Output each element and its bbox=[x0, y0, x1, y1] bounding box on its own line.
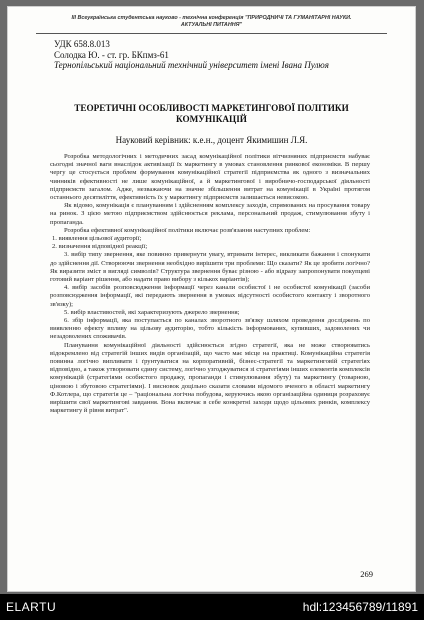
list-item: 1. виявлення цільової аудиторії; bbox=[52, 235, 142, 243]
header-line-2: АКТУАЛЬНІ ПИТАННЯ" bbox=[180, 21, 243, 28]
list-item: 2. визначення відповідної реакції; bbox=[52, 243, 148, 251]
title-line-1: ТЕОРЕТИЧНІ ОСОБЛИВОСТІ МАРКЕТИНГОВОЇ ПОЛІТИКИ bbox=[74, 103, 349, 113]
udk-code: УДК 658.8.013 bbox=[54, 39, 110, 49]
author-line: Солодка Ю. - ст. гр. БКпмз-61 bbox=[54, 49, 169, 60]
list-item: 6. збір інформації, яка поступається по каналах зворотного зв'язку шляхом проведення досліджень по виявленню ефекту впливу на цільову аудиторію, тобто кількість інформованих, купивших, задоволених чи незадоволених споживачів. bbox=[50, 317, 370, 341]
header-divider bbox=[36, 33, 387, 34]
conference-header bbox=[36, 15, 387, 29]
list-item: 5. вибір властивостей, які характеризують джерело звернення; bbox=[64, 308, 240, 316]
list-item: 4. вибір засобів розповсюдження інформації через канали особистої і не особистої комунікації (засоби розповсюдження інформації, які передають звернення в умовах відсутності особистого контакту і зворотного зв'язку); bbox=[50, 284, 370, 308]
institution: Тернопільський національний технічний університет імені Івана Пулюя bbox=[54, 60, 329, 70]
list-item: 3. вибір типу звернення, яке повинно привернути увагу, втримати інтерес, викликати бажання і спонукати до здійснення дії. Створюючи звернення необхідно вирішити три проблеми: Що сказати? Як це зробити логічно? Як виразити зміст в вигляді символів? Структура звернення буває різною - або відразу запропонувати покупцеві готовий варіант рішення, або надати право вибору з кількох варіантів); bbox=[50, 251, 370, 284]
title-line-2: КОМУНІКАЦІЙ bbox=[176, 114, 247, 124]
article-meta bbox=[54, 39, 329, 71]
article-body bbox=[50, 153, 370, 416]
article-title bbox=[48, 103, 375, 125]
header-line-1: III Всеукраїнська студентська науково - технічна конференція "ПРИРОДНИЧІ ТА ГУМАНІТАРНІ НАУКИ. bbox=[71, 15, 352, 21]
supervisor-line: Науковий керівник: к.е.н., доцент Якимишин Л.Я. bbox=[115, 135, 308, 145]
page-number: 269 bbox=[360, 569, 373, 579]
repository-label: ELARTU bbox=[6, 600, 57, 614]
footer-bar bbox=[0, 594, 424, 620]
paragraph: Планування комунікаційної діяльності здійснюється згідно стратегії, яка не може створюватись відокремлено від стратегій інших видів організацій, що часто має місце на практиці. Комунікаційна стратегія повинна логічно випливати і ґрунтуватися на корпоративній, бізнес-стратегії та маркетинговій стратегіях відповідно, а також утворювати єдину систему, логічно узгоджуватися зі стратегіями інших елементів комплексів комунікацій (стратегіями особистого продажу, пропаганди і стимулювання збуту) та маркетингу (товарною, ціновою і збутовою стратегіями). І висновок доцільно сказати словами відомого вченого в області маркетингу Ф.Котлера, що стратегія це – "раціональна логічна побудова, керуючись якою організаційна одиниця розраховує вирішити свої маркетингові завдання. Вона включає в себе конкретні заходи щодо цільових ринків, комплексу маркетингу й рівня витрат". bbox=[50, 341, 370, 415]
document-page bbox=[7, 6, 416, 592]
paragraph: Розробка ефективної комунікаційної політики включає розв'язання наступних проблем: bbox=[64, 226, 311, 234]
handle-label: hdl:123456789/11891 bbox=[302, 600, 418, 614]
paragraph: Як відомо, комунікація є плануванням і здійсненням комплексу заходів, спрямованих на просування товару на ринок. З цією метою підприємством здійснюється реклама, персональний продаж, стимулювання збуту і пропаганда. bbox=[50, 202, 370, 226]
paragraph: Розробка методологічних і методичних засад комунікаційної політики вітчизняних підприємств набуває сьогодні значної ваги внаслідок активізації їх маркетингу в умовах становлення ринкової економіки. В першу чергу це стосується проблем формування комунікаційної стратегії підприємства як одного з визначальних чинників ефективності не лише комунікаційної, а й маркетингової і виробничо-господарської діяльності підприємств загалом. Адже, незважаючи на значне збільшення витрат на комунікації в Україні протягом останнього десятиліття, ефективність їх у маркетингу підприємств залишається невисокою. bbox=[50, 153, 370, 202]
